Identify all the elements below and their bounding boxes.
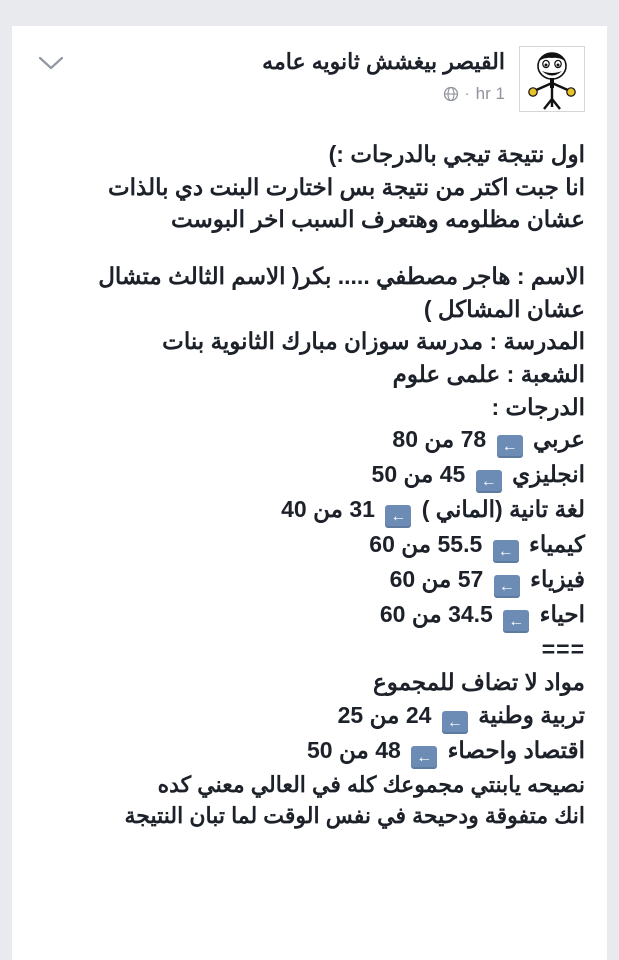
- post-line-para1a: انا جبت اكتر من نتيجة بس اختارت البنت دي بالذات: [108, 173, 585, 200]
- arrow-left-icon: ←: [497, 435, 523, 458]
- post-options-button[interactable]: [34, 46, 68, 80]
- grade-score: 31: [349, 496, 375, 523]
- grade-score: 55.5: [437, 531, 483, 558]
- grade-total: 40: [281, 496, 307, 523]
- grade-score: 78: [460, 426, 487, 453]
- grade-row: [34, 598, 585, 633]
- grade-subject: احياء: [539, 601, 585, 628]
- post-line-grades-label: الدرجات :: [491, 393, 585, 420]
- grade-score: 34.5: [448, 601, 493, 628]
- troll-face-avatar-icon: [520, 47, 584, 111]
- grade-total: 60: [379, 601, 406, 628]
- grade-score: 45: [439, 461, 466, 488]
- post-line-section: الشعبة : علمى علوم: [392, 360, 585, 387]
- grade-of-label: من: [369, 701, 400, 728]
- post-line-divider: ===: [541, 636, 585, 663]
- post-header: [12, 26, 607, 122]
- grade-row: [34, 458, 585, 493]
- post-line-closing-a: نصيحه يابنتي مجموعك كله في العالي معني كده: [157, 771, 585, 797]
- page-right-rail: [607, 26, 619, 960]
- arrow-left-icon: ←: [476, 470, 502, 493]
- grade-subject: انجليزي: [512, 461, 585, 488]
- arrow-left-icon: ←: [385, 505, 411, 528]
- grade-total: 80: [392, 426, 419, 453]
- grade-subject: لغة تانية (الماني ): [421, 496, 585, 523]
- page-left-rail: [0, 26, 12, 960]
- post-line-school: المدرسة : مدرسة سوزان مبارك الثانوية بنات: [162, 328, 585, 355]
- page-top-strip: [0, 0, 619, 27]
- post-timestamp[interactable]: 1 hr: [475, 83, 505, 103]
- grade-of-label: من: [411, 601, 442, 628]
- avatar[interactable]: [519, 46, 585, 112]
- post-line-not-added: مواد لا تضاف للمجموع: [373, 668, 585, 695]
- post-line-closing-b: انك متفوقة ودحيحة في نفس الوقت لما تبان النتيجة: [124, 802, 585, 828]
- grade-total: 60: [389, 566, 416, 593]
- arrow-left-icon: ←: [494, 575, 520, 598]
- grade-subject: فيزياء: [530, 566, 585, 593]
- arrow-left-icon: ←: [493, 540, 519, 563]
- post-body-text: [12, 122, 607, 831]
- arrow-left-icon: ←: [503, 610, 529, 633]
- paragraph-spacer: [34, 236, 585, 260]
- grade-total: 50: [307, 736, 333, 763]
- grade-score: 24: [405, 701, 432, 728]
- chevron-down-icon: [38, 55, 64, 71]
- arrow-left-icon: ←: [411, 746, 437, 769]
- globe-icon[interactable]: [443, 86, 459, 102]
- grade-subject: اقتصاد واحصاء: [447, 736, 585, 763]
- grade-of-label: من: [339, 736, 369, 763]
- grade-total: 25: [337, 701, 364, 728]
- extra-grade-row: [34, 699, 585, 734]
- grade-of-label: من: [424, 426, 455, 453]
- post-line-para1b: عشان مظلومه وهتعرف السبب اخر البوست: [170, 206, 585, 233]
- grade-row: [34, 423, 585, 458]
- grade-row: [34, 563, 585, 598]
- grade-of-label: من: [403, 461, 434, 488]
- grade-row: [34, 493, 585, 528]
- grade-row: [34, 528, 585, 563]
- grade-subject: عربي: [533, 426, 585, 453]
- grade-score: 48: [375, 736, 401, 763]
- grade-of-label: من: [421, 566, 452, 593]
- meta-separator: ·: [464, 85, 470, 102]
- grade-total: 50: [371, 461, 398, 488]
- grade-of-label: من: [313, 496, 343, 523]
- grade-subject: تربية وطنية: [478, 701, 585, 728]
- grade-subject: كيمياء: [529, 531, 585, 558]
- header-text-block: [68, 46, 519, 104]
- post-card: [12, 26, 607, 960]
- post-line-name-b: عشان المشاكل ): [423, 295, 585, 322]
- post-line-intro: اول نتيجة تيجي بالدرجات :): [328, 141, 585, 167]
- grade-total: 60: [369, 531, 395, 558]
- post-author-name[interactable]: القيصر بيغشش ثانويه عامه: [262, 49, 505, 74]
- extra-grade-row: [34, 734, 585, 769]
- arrow-left-icon: ←: [442, 711, 468, 734]
- grade-of-label: من: [401, 531, 432, 558]
- post-line-name-a: الاسم : هاجر مصطفي ..... بكر( الاسم الثالث متشال: [98, 262, 585, 289]
- grade-score: 57: [457, 566, 484, 593]
- post-meta: [78, 84, 505, 104]
